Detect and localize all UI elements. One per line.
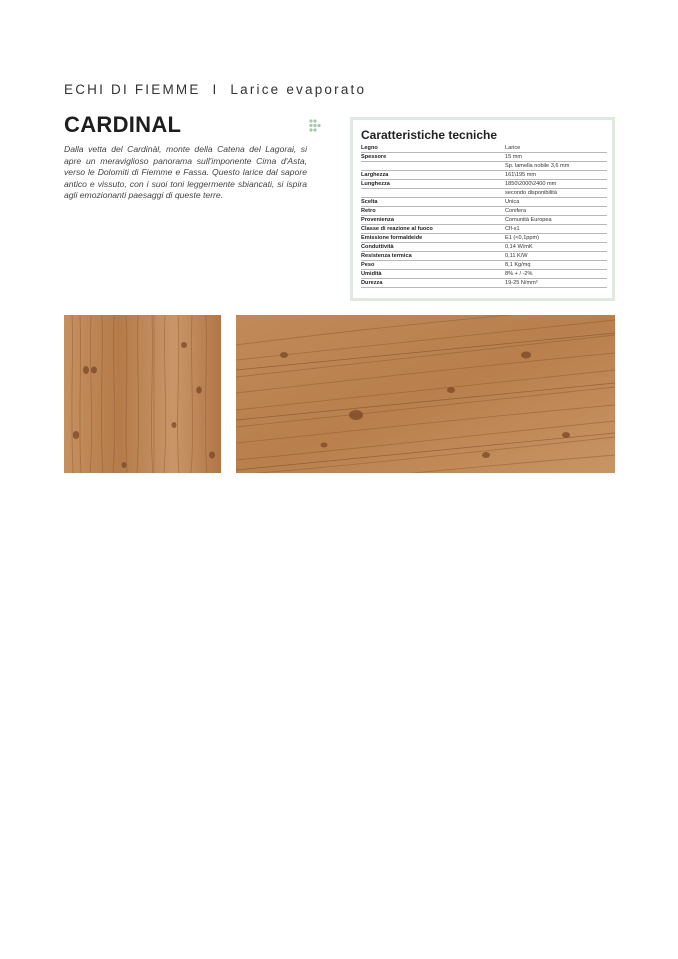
dot-cluster-icon bbox=[308, 118, 324, 134]
spec-value: Cfl-s1 bbox=[505, 225, 607, 234]
spec-value: 1850\2000\2400 mm bbox=[505, 180, 607, 189]
product-description: Dalla vetta del Cardinàl, monte della Catena del Lagorai, si apre un meraviglioso panorama sull'imponente Cima d'Asta, verso le Dolomiti di Fiemme e Fassa. Questo larice dal sapore antico e vissuto, con i suoi toni leggermente sbiancati, si ispira agli emozionanti paesaggi di queste terre. bbox=[64, 144, 307, 201]
spec-label: Provenienza bbox=[361, 216, 505, 225]
spec-label: Emissione formaldeide bbox=[361, 234, 505, 243]
spec-row bbox=[361, 153, 607, 162]
spec-value: 161\195 mm bbox=[505, 171, 607, 180]
spec-value: Comunità Europea bbox=[505, 216, 607, 225]
collection-name: ECHI DI FIEMME bbox=[64, 82, 201, 97]
spec-row bbox=[361, 252, 607, 261]
spec-value: 0,11 K/W bbox=[505, 252, 607, 261]
spec-value: 8% + / -2% bbox=[505, 270, 607, 279]
spec-label bbox=[361, 189, 505, 198]
spec-label: Umidità bbox=[361, 270, 505, 279]
spec-value: Conifera bbox=[505, 207, 607, 216]
wood-floor-image bbox=[236, 315, 615, 473]
spec-value: 0,14 W/mK bbox=[505, 243, 607, 252]
spec-row bbox=[361, 216, 607, 225]
spec-label: Legno bbox=[361, 144, 505, 153]
spec-label: Durezza bbox=[361, 279, 505, 288]
spec-row bbox=[361, 279, 607, 288]
spec-row bbox=[361, 171, 607, 180]
product-title: CARDINAL bbox=[64, 112, 182, 137]
spec-value: Sp. lamella nobile 3,6 mm bbox=[505, 162, 607, 171]
spec-label: Lunghezza bbox=[361, 180, 505, 189]
spec-label: Classe di reazione al fuoco bbox=[361, 225, 505, 234]
spec-row bbox=[361, 207, 607, 216]
spec-row bbox=[361, 234, 607, 243]
spec-row bbox=[361, 180, 607, 189]
spec-row bbox=[361, 162, 607, 171]
spec-row bbox=[361, 225, 607, 234]
spec-label: Conduttività bbox=[361, 243, 505, 252]
spec-value: 15 mm bbox=[505, 153, 607, 162]
spec-row bbox=[361, 189, 607, 198]
finish-name: Larice evaporato bbox=[230, 82, 367, 97]
spec-label: Retro bbox=[361, 207, 505, 216]
spec-value: Larice bbox=[505, 144, 607, 153]
spec-label: Larghezza bbox=[361, 171, 505, 180]
technical-specs-panel bbox=[350, 117, 615, 301]
spec-row bbox=[361, 243, 607, 252]
spec-row bbox=[361, 144, 607, 153]
spec-row bbox=[361, 261, 607, 270]
spec-row bbox=[361, 198, 607, 207]
spec-value: 8,1 Kg/mq bbox=[505, 261, 607, 270]
spec-value: secondo disponibilità bbox=[505, 189, 607, 198]
spec-label: Spessore bbox=[361, 153, 505, 162]
spec-row bbox=[361, 270, 607, 279]
header-separator: I bbox=[212, 82, 219, 97]
spec-value: Unica bbox=[505, 198, 607, 207]
spec-label: Scelta bbox=[361, 198, 505, 207]
wood-sample-closeup-image bbox=[64, 315, 221, 473]
spec-value: 19-25 N/mm² bbox=[505, 279, 607, 288]
spec-label: Resistenza termica bbox=[361, 252, 505, 261]
specs-table bbox=[361, 144, 607, 288]
spec-value: E1 (<0,1ppm) bbox=[505, 234, 607, 243]
specs-title: Caratteristiche tecniche bbox=[361, 128, 498, 142]
spec-label bbox=[361, 162, 505, 171]
collection-header bbox=[64, 82, 366, 97]
spec-label: Peso bbox=[361, 261, 505, 270]
